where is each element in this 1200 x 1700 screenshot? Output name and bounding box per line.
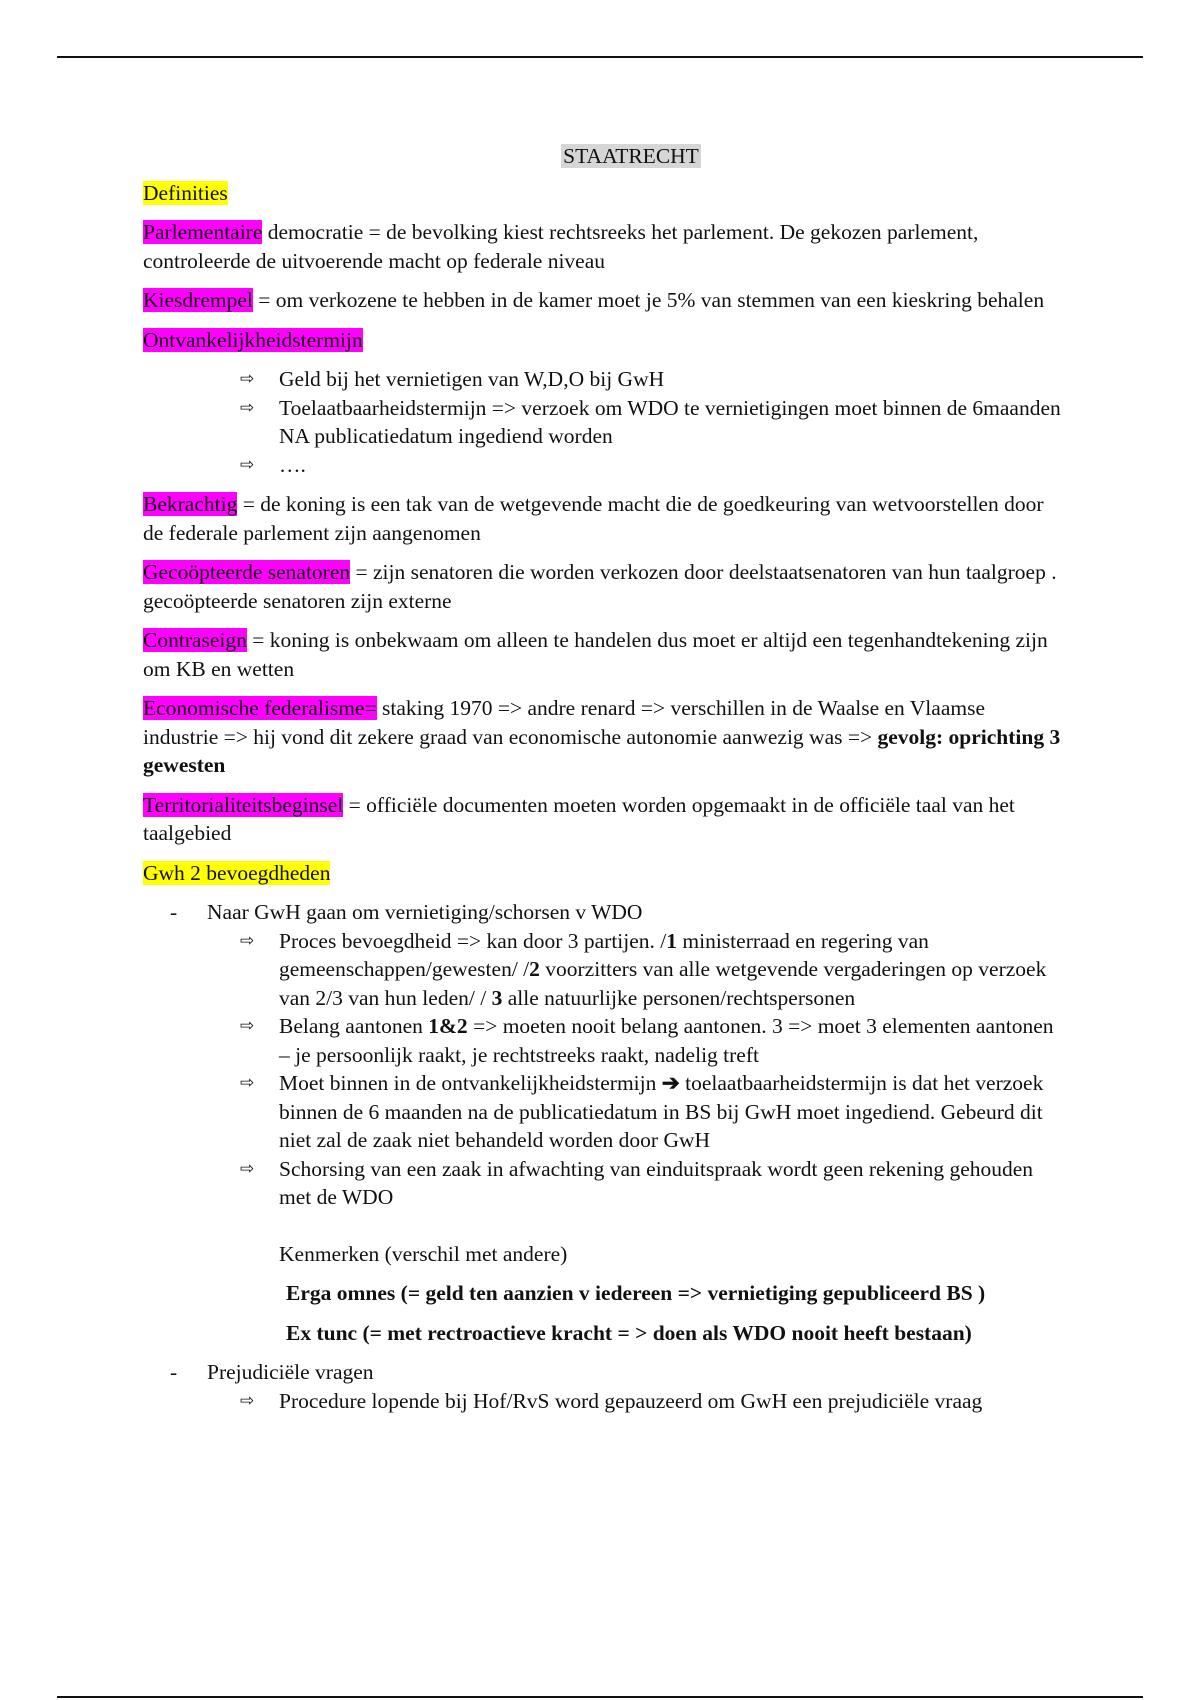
definition-contraseign <box>143 626 1063 683</box>
bold-number: 1 <box>666 928 678 953</box>
list-item-schorsing <box>143 1155 1063 1212</box>
bold-number: 3 <box>491 985 503 1010</box>
top-rule <box>57 56 1143 58</box>
term-contraseign: Contraseign <box>143 628 247 652</box>
list-item-proces-bevoegdheid <box>143 927 1063 1013</box>
definition-kiesdrempel <box>143 286 1063 315</box>
dash-bullet: - <box>170 900 178 924</box>
bold-number: 2 <box>529 957 540 981</box>
list-item-belang-aantonen <box>143 1012 1063 1069</box>
bold-number: 1&2 <box>428 1014 468 1038</box>
definition-text: = zijn senatoren die worden verkozen door deelstaatsenatoren van hun taalgroep . gecoöpteerde senatoren zijn externe <box>143 560 1057 613</box>
text-part: voorzitters van alle wetgevende vergaderingen op verzoek van 2/3 van hun leden/ / <box>279 957 1047 1010</box>
kenmerken-line: Kenmerken (verschil met andere) <box>279 1241 568 1266</box>
definition-text: = officiële documenten moeten worden opgemaakt in de officiële taal van het taalgebied <box>143 792 1015 845</box>
term-ontvankelijkheidstermijn: Ontvankelijkheidstermijn <box>143 327 363 352</box>
definition-text: = de koning is een tak van de wetgevende macht die de goedkeuring van wetvoorstellen door de federale parlement zijn aangenomen <box>143 492 1044 545</box>
list-item <box>143 365 1063 394</box>
list-item-text: Schorsing van een zaak in afwachting van einduitspraak wordt geen rekening gehouden met de WDO <box>279 1156 1034 1209</box>
heading-gwh-text: Gwh 2 bevoegdheden <box>143 860 331 885</box>
ex-tunc-text: Ex tunc (= met rectroactieve kracht = > doen als WDO nooit heeft bestaan) <box>286 1320 972 1345</box>
arrow-bullet-icon: ⇨ <box>240 930 255 951</box>
ontvankelijkheid-list <box>143 365 1063 479</box>
ex-tunc-line <box>143 1319 1063 1348</box>
definition-gecoopteerde-senatoren <box>143 558 1063 615</box>
title-line <box>143 142 1063 171</box>
dash-item-vernietiging <box>143 898 1063 927</box>
definition-text: = om verkozene te hebben in de kamer moet je 5% van stemmen van een kieskring behalen <box>258 288 1045 312</box>
document-body <box>143 142 1063 1415</box>
heading-definities-text: Definities <box>143 180 228 205</box>
text-part: alle natuurlijke personen/rechtspersonen <box>502 985 856 1010</box>
definition-text: = koning is onbekwaam om alleen te handelen dus moet er altijd een tegenhandtekening zijn om KB en wetten <box>143 628 1048 681</box>
definition-parlementaire <box>143 218 1063 275</box>
text-part: Belang aantonen <box>279 1014 429 1038</box>
term-kiesdrempel: Kiesdrempel <box>143 288 253 312</box>
list-item-text: Toelaatbaarheidstermijn => verzoek om WDO te vernietigingen moet binnen de 6maanden NA publicatiedatum ingediend worden <box>279 395 1061 448</box>
definition-ontvankelijkheidstermijn <box>143 326 1063 355</box>
definition-economische-federalisme <box>143 694 1063 780</box>
list-item <box>143 451 1063 480</box>
arrow-bullet-icon: ⇨ <box>240 1073 255 1093</box>
erga-omnes-text: Erga omnes (= geld ten aanzien v iedereen => vernietiging gepubliceerd BS ) <box>286 1281 986 1305</box>
text-part: ministerraad en regering van gemeenschappen/gewesten/ / <box>279 928 929 981</box>
definition-text: staking 1970 => andre renard => verschillen in de Waalse en Vlaamse industrie => hij vond dit zekere graad van economische autonomie aanwezig was => <box>143 696 985 749</box>
list-item <box>143 394 1063 451</box>
term-bekrachtig: Bekrachtig <box>143 492 238 516</box>
arrow-bullet-icon: ⇨ <box>240 454 255 475</box>
arrow-bullet-icon: ⇨ <box>240 369 255 389</box>
definition-bekrachtig <box>143 490 1063 547</box>
term-territorialiteitsbeginsel: Territorialiteitsbeginsel <box>143 792 344 817</box>
list-item-text: Procedure lopende bij Hof/RvS word gepauzeerd om GwH een prejudiciële vraag <box>279 1388 983 1413</box>
list-item-text: …. <box>279 452 306 477</box>
text-part: Moet binnen in de ontvankelijkheidstermijn <box>279 1071 662 1095</box>
list-item-procedure <box>143 1387 1063 1416</box>
term-parlementaire: Parlementaire <box>143 220 263 244</box>
dash-item-prejudiciele <box>143 1358 1063 1387</box>
dash-bullet: - <box>170 1360 178 1384</box>
erga-omnes-line <box>143 1279 1063 1308</box>
bottom-rule <box>57 1696 1143 1698</box>
section-heading-definities <box>143 179 1063 208</box>
definition-territorialiteitsbeginsel <box>143 791 1063 848</box>
text-part: => moeten nooit belang aantonen. 3 => moet 3 elementen aantonen – je persoonlijk raakt, je rechtstreeks raakt, nadelig treft <box>279 1014 1054 1067</box>
section-heading-gwh <box>143 859 1063 888</box>
page-title: STAATRECHT <box>563 144 699 168</box>
bold-arrow-icon: ➔ <box>661 1071 680 1095</box>
dash-item-text: Prejudiciële vragen <box>207 1360 374 1384</box>
text-part: Proces bevoegdheid => kan door 3 partijen. / <box>279 928 667 953</box>
equals-marker: = <box>364 696 377 720</box>
term-gecoopteerde-senatoren: Gecoöpteerde senatoren <box>143 560 351 584</box>
list-item-ontvankelijkheidstermijn <box>143 1069 1063 1155</box>
arrow-bullet-icon: ⇨ <box>240 1158 255 1179</box>
blank-line <box>143 1212 1063 1240</box>
list-item-text: Geld bij het vernietigen van W,D,O bij GwH <box>279 367 665 391</box>
dash-item-text: Naar GwH gaan om vernietiging/schorsen v WDO <box>207 900 643 924</box>
arrow-bullet-icon: ⇨ <box>240 1016 255 1036</box>
definition-text: democratie = de bevolking kiest rechtsreeks het parlement. De gekozen parlement, controleerde de uitvoerende macht op federale niveau <box>143 220 979 273</box>
text-part: toelaatbaarheidstermijn is dat het verzoek binnen de 6 maanden na de publicatiedatum in BS bij GwH moet ingediend. Gebeurd dit niet zal de zaak niet behandeld worden door GwH <box>279 1071 1044 1152</box>
arrow-bullet-icon: ⇨ <box>240 1390 255 1411</box>
term-economische-federalisme: Economische federalisme <box>143 696 365 720</box>
arrow-bullet-icon: ⇨ <box>240 397 255 418</box>
definition-bold-conclusion: gevolg: oprichting 3 gewesten <box>143 724 1061 777</box>
